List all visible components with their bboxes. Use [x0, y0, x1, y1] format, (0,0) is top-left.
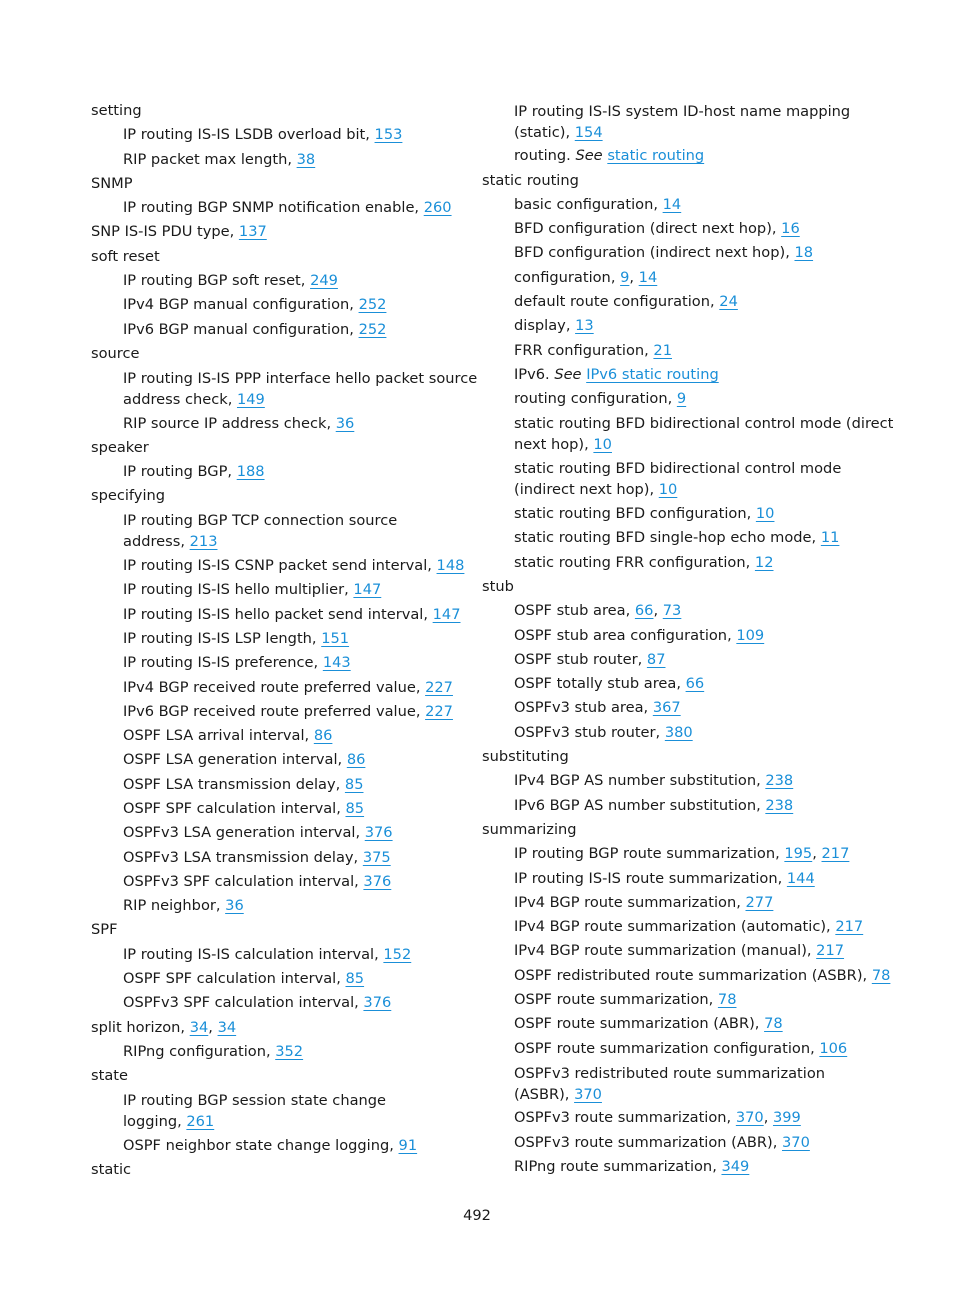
- index-entry: OSPFv3 stub router, 380: [514, 723, 693, 741]
- page-reference-link[interactable]: 261: [186, 1113, 215, 1131]
- entry-text: stub: [482, 578, 514, 595]
- entry-text: static routing BFD single-hop echo mode: [514, 529, 812, 547]
- entry-text: RIP source IP address check: [123, 414, 327, 432]
- index-heading: [91, 1064, 461, 1088]
- index-entry: IPv6 BGP AS number substitution, 238: [514, 796, 794, 814]
- page-reference-link[interactable]: 38: [296, 150, 316, 168]
- entry-text: RIP packet max length: [123, 150, 288, 168]
- index-entry: IP routing IS-IS LSP length, 151: [123, 629, 350, 647]
- entry-text: IPv4 BGP route summarization (manual): [514, 942, 807, 960]
- index-entry: static routing BFD configuration, 10: [514, 505, 775, 523]
- entry-text: OSPFv3 LSA transmission delay: [123, 848, 354, 866]
- entry-text: OSPF route summarization configuration: [514, 1039, 811, 1057]
- entry-text: state: [91, 1067, 128, 1085]
- page-reference-link[interactable]: 85: [345, 970, 365, 988]
- index-entry: IPv4 BGP route summarization, 277: [514, 893, 774, 911]
- entry-text: IP routing IS-IS CSNP packet send interval: [123, 557, 428, 575]
- page-reference-link[interactable]: 154: [574, 123, 603, 141]
- index-heading: [482, 575, 882, 599]
- index-column-left: [91, 99, 478, 1182]
- entry-text: summarizing: [482, 820, 577, 838]
- entry-text: OSPF SPF calculation interval: [123, 799, 337, 817]
- entry-text: OSPF LSA arrival interval: [123, 727, 305, 745]
- page-reference-link[interactable]: 213: [189, 533, 218, 551]
- index-entry: RIPng route summarization, 349: [514, 1157, 750, 1175]
- index-entry: OSPFv3 LSA transmission delay, 375: [123, 848, 391, 866]
- entry-text: IPv4 BGP route summarization: [514, 893, 737, 911]
- index-entry: IPv6 BGP manual configuration, 252: [123, 320, 387, 338]
- page-reference-link[interactable]: 14: [662, 195, 682, 213]
- index-heading: [482, 169, 882, 193]
- entry-text: OSPFv3 redistributed route summarization: [514, 1064, 826, 1082]
- entry-text: RIPng route summarization: [514, 1157, 713, 1175]
- entry-text: IPv4 BGP AS number substitution: [514, 772, 757, 790]
- entry-text-continued: address: [123, 533, 181, 551]
- entry-text: routing configuration: [514, 390, 668, 408]
- index-entry: IP routing BGP, 188: [123, 463, 265, 481]
- index-entry: static routing FRR configuration, 12: [514, 553, 774, 571]
- index-entry: IPv4 BGP AS number substitution, 238: [514, 772, 794, 790]
- entry-text: OSPF stub area: [514, 602, 626, 620]
- entry-text: static routing BFD bidirectional control mode (direct: [514, 415, 894, 433]
- index-entry: OSPF route summarization, 78: [514, 991, 737, 1009]
- index-entry: IPv6 BGP received route preferred value, 227: [123, 702, 453, 720]
- index-entry: RIP neighbor, 36: [123, 897, 244, 915]
- entry-text: soft reset: [91, 247, 160, 265]
- page-reference-link[interactable]: 380: [664, 723, 693, 741]
- page-reference-link[interactable]: 277: [745, 893, 774, 911]
- entry-text: OSPF totally stub area: [514, 675, 677, 693]
- entry-text: IP routing BGP: [123, 463, 228, 481]
- page-reference-link[interactable]: 399: [772, 1109, 801, 1127]
- entry-text: IP routing IS-IS hello multiplier: [123, 581, 345, 599]
- entry-text: static: [91, 1161, 132, 1179]
- index-heading: SNP IS-IS PDU type, 137: [91, 223, 267, 241]
- index-column-right: [482, 99, 894, 1179]
- index-entry: IP routing IS-IS PPP interface hello packet source address check, 149: [123, 369, 478, 408]
- index-entry: IP routing BGP TCP connection source address, 213: [123, 512, 398, 551]
- page-reference-link[interactable]: 86: [346, 751, 366, 769]
- index-entry: OSPF route summarization (ABR), 78: [514, 1015, 783, 1033]
- page-reference-link[interactable]: 370: [574, 1085, 602, 1103]
- index-entry: OSPF SPF calculation interval, 85: [123, 799, 365, 817]
- index-heading: [91, 172, 461, 196]
- entry-text: OSPF LSA generation interval: [123, 751, 338, 769]
- entry-text: IP routing BGP session state change: [123, 1092, 387, 1110]
- index-entry: IP routing IS-IS LSDB overload bit, 153: [123, 126, 403, 144]
- index-entry: FRR configuration, 21: [514, 341, 672, 359]
- page-reference-link[interactable]: 9: [620, 268, 630, 286]
- page-reference-link[interactable]: 188: [236, 463, 265, 481]
- index-entry: OSPF SPF calculation interval, 85: [123, 970, 365, 988]
- entry-text: IPv6 BGP manual configuration: [123, 320, 350, 338]
- page-reference-link[interactable]: 352: [275, 1042, 304, 1060]
- entry-text: OSPF redistributed route summarization (ASBR): [514, 966, 863, 984]
- page-reference-link[interactable]: 109: [736, 626, 765, 644]
- entry-text: IP routing BGP route summarization: [514, 845, 776, 863]
- page-reference-link[interactable]: 227: [425, 702, 453, 720]
- page-reference-link[interactable]: 91: [398, 1136, 418, 1154]
- index-entry: OSPF stub area configuration, 109: [514, 626, 765, 644]
- page-reference-link[interactable]: 367: [652, 699, 681, 717]
- index-entry: OSPF redistributed route summarization (ASBR), 78: [514, 966, 891, 984]
- entry-text: IP routing IS-IS route summarization: [514, 869, 778, 887]
- index-entry: IPv4 BGP manual configuration, 252: [123, 296, 387, 314]
- page-reference-link[interactable]: 21: [653, 341, 672, 359]
- index-entry: OSPF route summarization configuration, 106: [514, 1039, 848, 1057]
- entry-text: IP routing BGP TCP connection source: [123, 512, 398, 530]
- entry-text: source: [91, 344, 140, 362]
- page-reference-link[interactable]: 238: [765, 772, 794, 790]
- index-heading: [482, 818, 882, 842]
- entry-text: OSPFv3 LSA generation interval: [123, 824, 356, 842]
- index-entry: IP routing IS-IS hello multiplier, 147: [123, 581, 382, 599]
- entry-text: RIPng configuration: [123, 1042, 266, 1060]
- entry-text-continued: (ASBR): [514, 1085, 565, 1103]
- entry-text: specifying: [91, 487, 166, 505]
- entry-text: SPF: [91, 921, 118, 939]
- page-reference-link[interactable]: 376: [363, 994, 392, 1012]
- entry-text: routing.: [514, 147, 571, 165]
- page-reference-link[interactable]: 252: [358, 320, 387, 338]
- page-reference-link[interactable]: 85: [345, 799, 365, 817]
- index-heading: [91, 245, 461, 269]
- entry-text: OSPFv3 stub router: [514, 723, 656, 741]
- page-reference-link[interactable]: 376: [364, 824, 393, 842]
- entry-text: OSPF stub router: [514, 650, 638, 668]
- page-reference-link[interactable]: 13: [575, 317, 594, 335]
- page-reference-link[interactable]: 217: [816, 942, 845, 960]
- see-reference-link[interactable]: IPv6 static routing: [586, 365, 719, 383]
- page-reference-link[interactable]: 106: [819, 1039, 848, 1057]
- page-reference-link[interactable]: 147: [432, 605, 461, 623]
- page-reference-link[interactable]: 12: [754, 553, 774, 571]
- page-reference-link[interactable]: 195: [784, 845, 813, 863]
- page-reference-link[interactable]: 370: [735, 1109, 764, 1127]
- entry-text: static routing BFD bidirectional control mode: [514, 460, 842, 478]
- page-reference-link[interactable]: 151: [321, 629, 350, 647]
- index-entry: [482, 363, 882, 387]
- page-reference-link[interactable]: 66: [634, 602, 654, 620]
- page-reference-link[interactable]: 227: [425, 678, 453, 696]
- index-heading: [91, 99, 461, 123]
- page-reference-link[interactable]: 66: [685, 675, 705, 693]
- page-reference-link[interactable]: 87: [646, 650, 666, 668]
- entry-text-continued: logging: [123, 1113, 178, 1131]
- page-reference-link[interactable]: 85: [344, 775, 364, 793]
- index-heading: [91, 436, 461, 460]
- index-heading: [482, 745, 882, 769]
- entry-text: speaker: [91, 438, 149, 456]
- page-reference-link[interactable]: 86: [313, 727, 333, 745]
- page-reference-link[interactable]: 137: [238, 223, 267, 241]
- page-reference-link[interactable]: 10: [593, 436, 612, 454]
- entry-text: configuration: [514, 268, 611, 286]
- entry-text: OSPFv3 SPF calculation interval: [123, 872, 355, 890]
- index-entry: IP routing BGP SNMP notification enable, 260: [123, 199, 452, 217]
- page-reference-link[interactable]: 238: [765, 796, 794, 814]
- entry-text-continued: (indirect next hop): [514, 481, 650, 499]
- index-entry: configuration, 9, 14: [514, 268, 658, 286]
- index-entry: [482, 144, 882, 168]
- index-entry: OSPFv3 redistributed route summarization (ASBR), 370: [514, 1064, 826, 1103]
- entry-text: IP routing IS-IS LSDB overload bit: [123, 126, 366, 144]
- page-reference-link[interactable]: 18: [794, 244, 814, 262]
- entry-text: IPv6 BGP AS number substitution: [514, 796, 757, 814]
- entry-text: IPv4 BGP received route preferred value: [123, 678, 416, 696]
- entry-text: split horizon: [91, 1018, 181, 1036]
- page-number: 492: [463, 1207, 491, 1224]
- entry-text: IPv6.: [514, 365, 550, 383]
- page-reference-link[interactable]: 34: [217, 1018, 237, 1036]
- index-entry: OSPFv3 stub area, 367: [514, 699, 681, 717]
- index-heading: [91, 484, 461, 508]
- entry-text: RIP neighbor: [123, 897, 216, 915]
- index-entry: IP routing BGP soft reset, 249: [123, 272, 338, 290]
- index-entry: basic configuration, 14: [514, 195, 682, 213]
- entry-text: substituting: [482, 748, 569, 766]
- entry-text: IPv4 BGP route summarization (automatic): [514, 918, 827, 936]
- page-reference-link[interactable]: 376: [363, 872, 392, 890]
- page-reference-link[interactable]: 14: [638, 268, 658, 286]
- index-entry: OSPF neighbor state change logging, 91: [123, 1136, 418, 1154]
- see-reference-link[interactable]: static routing: [607, 147, 705, 165]
- entry-text: static routing FRR configuration: [514, 553, 746, 571]
- entry-text: FRR configuration: [514, 341, 645, 359]
- page-reference-link[interactable]: 73: [662, 602, 682, 620]
- index-entry: OSPFv3 SPF calculation interval, 376: [123, 872, 392, 890]
- entry-text: IP routing IS-IS PPP interface hello packet source: [123, 369, 478, 387]
- entry-text: static routing: [482, 171, 579, 189]
- entry-text: OSPF LSA transmission delay: [123, 775, 336, 793]
- page-reference-link[interactable]: 36: [335, 414, 355, 432]
- index-entry: OSPF LSA transmission delay, 85: [123, 775, 364, 793]
- page-reference-link[interactable]: 260: [423, 199, 452, 217]
- entry-text: OSPF route summarization (ABR): [514, 1015, 755, 1033]
- entry-text: OSPFv3 stub area: [514, 699, 644, 717]
- entry-text: BFD configuration (indirect next hop): [514, 244, 786, 262]
- page-reference-link[interactable]: 78: [764, 1015, 783, 1033]
- index-entry: IP routing BGP session state change logging, 261: [123, 1092, 387, 1131]
- page-reference-link[interactable]: 9: [676, 390, 687, 408]
- index-entry: OSPFv3 SPF calculation interval, 376: [123, 994, 392, 1012]
- see-label: See: [554, 365, 582, 383]
- entry-text: OSPF SPF calculation interval: [123, 970, 337, 988]
- index-entry: static routing BFD single-hop echo mode, 11: [514, 529, 840, 547]
- entry-text: IP routing BGP soft reset: [123, 272, 301, 290]
- index-entry: BFD configuration (indirect next hop), 18: [514, 244, 814, 262]
- page-reference-link[interactable]: 143: [322, 654, 351, 672]
- index-entry: OSPF LSA generation interval, 86: [123, 751, 366, 769]
- entry-text: IPv4 BGP manual configuration: [123, 296, 350, 314]
- entry-text: basic configuration: [514, 195, 654, 213]
- page-reference-link[interactable]: 375: [362, 848, 391, 866]
- index-entry: routing configuration, 9: [514, 390, 687, 408]
- index-entry: IPv4 BGP received route preferred value, 227: [123, 678, 453, 696]
- page-reference-link[interactable]: 152: [383, 945, 412, 963]
- page-reference-link[interactable]: 10: [755, 505, 775, 523]
- index-entry: IP routing IS-IS hello packet send interval, 147: [123, 605, 461, 623]
- entry-text: IP routing IS-IS LSP length: [123, 629, 312, 647]
- page-reference-link[interactable]: 249: [310, 272, 338, 290]
- entry-text: IP routing IS-IS system ID-host name mapping: [514, 102, 851, 120]
- entry-text: IP routing IS-IS preference: [123, 654, 314, 672]
- index-entry: IP routing BGP route summarization, 195, 217: [514, 845, 850, 863]
- entry-text: SNP IS-IS PDU type: [91, 223, 230, 241]
- page-reference-link[interactable]: 78: [717, 991, 737, 1009]
- index-entry: OSPF stub router, 87: [514, 650, 666, 668]
- page-reference-link[interactable]: 144: [786, 869, 815, 887]
- entry-text: default route configuration: [514, 293, 710, 311]
- entry-text: OSPF route summarization: [514, 991, 709, 1009]
- index-heading: split horizon, 34, 34: [91, 1018, 237, 1036]
- index-entry: OSPF totally stub area, 66: [514, 675, 705, 693]
- page-reference-link[interactable]: 10: [658, 481, 678, 499]
- entry-text: IP routing IS-IS calculation interval: [123, 945, 375, 963]
- index-entry: static routing BFD bidirectional control mode (indirect next hop), 10: [514, 460, 842, 499]
- page-reference-link[interactable]: 149: [236, 390, 265, 408]
- page-reference-link[interactable]: 36: [225, 897, 244, 915]
- entry-text: static routing BFD configuration: [514, 505, 747, 523]
- entry-text: setting: [91, 102, 142, 119]
- page-reference-link[interactable]: 153: [374, 126, 403, 144]
- page-reference-link[interactable]: 252: [358, 296, 387, 314]
- index-entry: display, 13: [514, 317, 594, 335]
- entry-text-continued: address check: [123, 390, 228, 408]
- page-reference-link[interactable]: 16: [781, 220, 800, 238]
- index-heading: [91, 1158, 461, 1182]
- entry-text: SNMP: [91, 174, 133, 192]
- entry-text: IP routing IS-IS hello packet send interval: [123, 605, 424, 623]
- entry-text: display: [514, 317, 566, 335]
- index-entry: IP routing IS-IS route summarization, 144: [514, 869, 815, 887]
- entry-text: OSPF neighbor state change logging: [123, 1136, 390, 1154]
- page-reference-link[interactable]: 11: [820, 529, 840, 547]
- index-entry: OSPFv3 LSA generation interval, 376: [123, 824, 393, 842]
- entry-text: OSPFv3 route summarization: [514, 1109, 727, 1127]
- page-reference-link[interactable]: 217: [835, 918, 864, 936]
- index-entry: IPv4 BGP route summarization (manual), 217: [514, 942, 845, 960]
- index-entry: static routing BFD bidirectional control mode (direct next hop), 10: [514, 415, 894, 454]
- entry-text: IPv6 BGP received route preferred value: [123, 702, 416, 720]
- index-entry: IPv4 BGP route summarization (automatic), 217: [514, 918, 864, 936]
- index-entry: OSPF stub area, 66, 73: [514, 602, 682, 620]
- page-reference-link[interactable]: 349: [721, 1157, 750, 1175]
- entry-text: IP routing BGP SNMP notification enable: [123, 199, 415, 217]
- index-entry: RIPng configuration, 352: [123, 1042, 304, 1060]
- index-entry: OSPF LSA arrival interval, 86: [123, 727, 333, 745]
- page-reference-link[interactable]: 24: [719, 293, 738, 311]
- entry-text: OSPFv3 SPF calculation interval: [123, 994, 355, 1012]
- index-entry: IP routing IS-IS calculation interval, 152: [123, 945, 412, 963]
- index-entry: BFD configuration (direct next hop), 16: [514, 220, 800, 238]
- page-reference-link[interactable]: 147: [353, 581, 382, 599]
- page-reference-link[interactable]: 78: [871, 966, 891, 984]
- see-label: See: [575, 147, 603, 165]
- page-reference-link[interactable]: 148: [436, 557, 465, 575]
- index-entry: OSPFv3 route summarization (ABR), 370: [514, 1133, 810, 1151]
- entry-text-continued: (static): [514, 123, 566, 141]
- entry-text-continued: next hop): [514, 436, 585, 454]
- page-reference-link[interactable]: 370: [782, 1133, 810, 1151]
- index-entry: IP routing IS-IS preference, 143: [123, 654, 351, 672]
- page-reference-link[interactable]: 217: [821, 845, 850, 863]
- entry-text: OSPFv3 route summarization (ABR): [514, 1133, 773, 1151]
- index-heading: [91, 342, 461, 366]
- entry-text: OSPF stub area configuration: [514, 626, 728, 644]
- index-entry: IP routing IS-IS CSNP packet send interval, 148: [123, 557, 465, 575]
- entry-text: BFD configuration (direct next hop): [514, 220, 772, 238]
- index-entry: IP routing IS-IS system ID-host name mapping (static), 154: [514, 102, 851, 141]
- index-entry: default route configuration, 24: [514, 293, 738, 311]
- index-entry: OSPFv3 route summarization, 370, 399: [514, 1109, 801, 1127]
- index-heading: [91, 918, 461, 942]
- index-entry: RIP packet max length, 38: [123, 150, 316, 168]
- index-entry: RIP source IP address check, 36: [123, 414, 355, 432]
- page-reference-link[interactable]: 34: [189, 1018, 209, 1036]
